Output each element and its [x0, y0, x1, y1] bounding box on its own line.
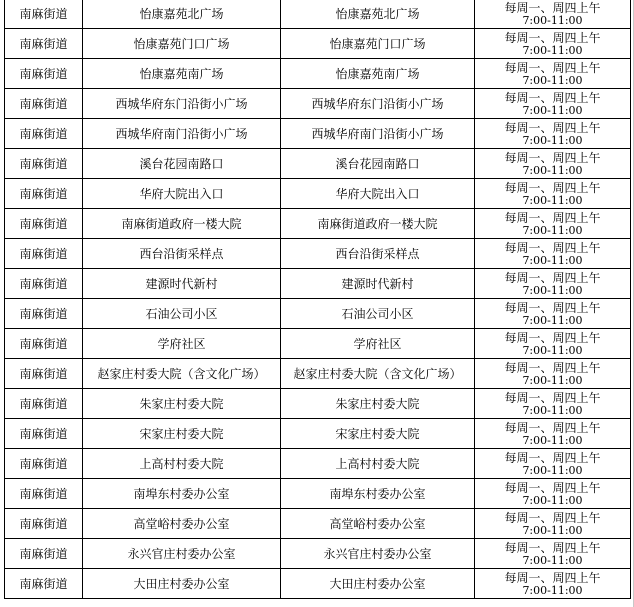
table-row: [5, 359, 631, 389]
street-cell: 南麻街道: [5, 119, 83, 149]
location-cell: 宋家庄村委大院: [281, 419, 475, 449]
site-cell: 西城华府东门沿街小广场: [83, 89, 281, 119]
time-cell: [475, 449, 631, 479]
site-cell: 赵家庄村委大院（含文化广场）: [83, 359, 281, 389]
time-cell: [475, 119, 631, 149]
street-cell: 南麻街道: [5, 269, 83, 299]
location-cell: 南麻街道政府一楼大院: [281, 209, 475, 239]
time-hours: 7:00-11:00: [522, 553, 583, 567]
time-cell: [475, 59, 631, 89]
time-cell: [475, 329, 631, 359]
table-row: [5, 269, 631, 299]
table-row: [5, 479, 631, 509]
time-cell: [475, 419, 631, 449]
location-cell: 溪台花园南路口: [281, 149, 475, 179]
time-hours: 7:00-11:00: [522, 223, 583, 237]
site-cell: 学府社区: [83, 329, 281, 359]
site-cell: 怡康嘉苑南广场: [83, 59, 281, 89]
time-hours: 7:00-11:00: [522, 283, 583, 297]
time-cell: [475, 239, 631, 269]
street-cell: 南麻街道: [5, 509, 83, 539]
location-cell: 怡康嘉苑门口广场: [281, 29, 475, 59]
street-cell: 南麻街道: [5, 59, 83, 89]
time-days: 每周一、周四上午: [504, 270, 601, 285]
time-cell: [475, 569, 631, 599]
time-days: 每周一、周四上午: [504, 240, 601, 255]
location-cell: 西城华府南门沿街小广场: [281, 119, 475, 149]
street-cell: 南麻街道: [5, 89, 83, 119]
time-days: 每周一、周四上午: [504, 120, 601, 135]
street-cell: 南麻街道: [5, 479, 83, 509]
table-row: [5, 209, 631, 239]
street-cell: 南麻街道: [5, 299, 83, 329]
time-hours: 7:00-11:00: [522, 133, 583, 147]
table-row: [5, 239, 631, 269]
site-cell: 上高村村委大院: [83, 449, 281, 479]
location-cell: 怡康嘉苑北广场: [281, 0, 475, 29]
street-cell: 南麻街道: [5, 419, 83, 449]
site-cell: 西城华府南门沿街小广场: [83, 119, 281, 149]
site-cell: 怡康嘉苑北广场: [83, 0, 281, 29]
table-row: [5, 419, 631, 449]
time-days: 每周一、周四上午: [504, 90, 601, 105]
location-cell: 怡康嘉苑南广场: [281, 59, 475, 89]
time-days: 每周一、周四上午: [504, 540, 601, 555]
time-cell: [475, 89, 631, 119]
location-cell: 南埠东村委办公室: [281, 479, 475, 509]
time-hours: 7:00-11:00: [522, 463, 583, 477]
time-days: 每周一、周四上午: [504, 60, 601, 75]
location-cell: 西台沿街采样点: [281, 239, 475, 269]
table-row: [5, 59, 631, 89]
street-cell: 南麻街道: [5, 29, 83, 59]
time-hours: 7:00-11:00: [522, 313, 583, 327]
time-cell: [475, 149, 631, 179]
street-cell: 南麻街道: [5, 569, 83, 599]
location-cell: 朱家庄村委大院: [281, 389, 475, 419]
time-cell: [475, 269, 631, 299]
time-cell: [475, 479, 631, 509]
site-cell: 永兴官庄村委办公室: [83, 539, 281, 569]
time-days: 每周一、周四上午: [504, 420, 601, 435]
time-cell: [475, 299, 631, 329]
sampling-site-table: [4, 0, 631, 599]
location-cell: 大田庄村委办公室: [281, 569, 475, 599]
table-row: [5, 179, 631, 209]
location-cell: 高堂峪村委办公室: [281, 509, 475, 539]
table-row: [5, 119, 631, 149]
street-cell: 南麻街道: [5, 0, 83, 29]
site-cell: 南埠东村委办公室: [83, 479, 281, 509]
site-cell: 高堂峪村委办公室: [83, 509, 281, 539]
time-hours: 7:00-11:00: [522, 583, 583, 597]
site-cell: 南麻街道政府一楼大院: [83, 209, 281, 239]
time-hours: 7:00-11:00: [522, 523, 583, 537]
time-hours: 7:00-11:00: [522, 13, 583, 27]
time-days: 每周一、周四上午: [504, 210, 601, 225]
table-row: [5, 329, 631, 359]
time-days: 每周一、周四上午: [504, 390, 601, 405]
location-cell: 学府社区: [281, 329, 475, 359]
site-cell: 大田庄村委办公室: [83, 569, 281, 599]
street-cell: 南麻街道: [5, 239, 83, 269]
time-hours: 7:00-11:00: [522, 433, 583, 447]
table-row: [5, 539, 631, 569]
time-days: 每周一、周四上午: [504, 570, 601, 585]
site-cell: 宋家庄村委大院: [83, 419, 281, 449]
street-cell: 南麻街道: [5, 209, 83, 239]
site-cell: 华府大院出入口: [83, 179, 281, 209]
location-cell: 石油公司小区: [281, 299, 475, 329]
time-days: 每周一、周四上午: [504, 330, 601, 345]
time-hours: 7:00-11:00: [522, 343, 583, 357]
street-cell: 南麻街道: [5, 389, 83, 419]
table-row: [5, 149, 631, 179]
table-row: [5, 389, 631, 419]
table-row: [5, 29, 631, 59]
time-hours: 7:00-11:00: [522, 193, 583, 207]
location-cell: 上高村村委大院: [281, 449, 475, 479]
time-cell: [475, 539, 631, 569]
street-cell: 南麻街道: [5, 329, 83, 359]
street-cell: 南麻街道: [5, 359, 83, 389]
location-cell: 西城华府东门沿街小广场: [281, 89, 475, 119]
site-cell: 怡康嘉苑门口广场: [83, 29, 281, 59]
street-cell: 南麻街道: [5, 539, 83, 569]
time-cell: [475, 359, 631, 389]
time-days: 每周一、周四上午: [504, 510, 601, 525]
time-days: 每周一、周四上午: [504, 450, 601, 465]
time-cell: [475, 179, 631, 209]
time-days: 每周一、周四上午: [504, 180, 601, 195]
time-cell: [475, 509, 631, 539]
time-days: 每周一、周四上午: [504, 150, 601, 165]
location-cell: 华府大院出入口: [281, 179, 475, 209]
time-cell: [475, 389, 631, 419]
time-days: 每周一、周四上午: [504, 360, 601, 375]
time-cell: [475, 29, 631, 59]
street-cell: 南麻街道: [5, 449, 83, 479]
table-body: [5, 0, 631, 599]
time-hours: 7:00-11:00: [522, 253, 583, 267]
street-cell: 南麻街道: [5, 179, 83, 209]
site-cell: 溪台花园南路口: [83, 149, 281, 179]
table-row: [5, 89, 631, 119]
time-days: 每周一、周四上午: [504, 300, 601, 315]
time-cell: [475, 0, 631, 29]
street-cell: 南麻街道: [5, 149, 83, 179]
site-cell: 西台沿街采样点: [83, 239, 281, 269]
location-cell: 永兴官庄村委办公室: [281, 539, 475, 569]
time-hours: 7:00-11:00: [522, 373, 583, 387]
table-row: [5, 449, 631, 479]
time-days: 每周一、周四上午: [504, 480, 601, 495]
table-row: [5, 569, 631, 599]
table-row: [5, 0, 631, 29]
time-days: 每周一、周四上午: [504, 0, 601, 15]
site-cell: 建源时代新村: [83, 269, 281, 299]
time-hours: 7:00-11:00: [522, 103, 583, 117]
table-row: [5, 299, 631, 329]
time-hours: 7:00-11:00: [522, 163, 583, 177]
site-cell: 朱家庄村委大院: [83, 389, 281, 419]
time-hours: 7:00-11:00: [522, 403, 583, 417]
time-hours: 7:00-11:00: [522, 493, 583, 507]
time-hours: 7:00-11:00: [522, 43, 583, 57]
location-cell: 建源时代新村: [281, 269, 475, 299]
time-cell: [475, 209, 631, 239]
site-cell: 石油公司小区: [83, 299, 281, 329]
location-cell: 赵家庄村委大院（含文化广场）: [281, 359, 475, 389]
time-days: 每周一、周四上午: [504, 30, 601, 45]
table-row: [5, 509, 631, 539]
time-hours: 7:00-11:00: [522, 73, 583, 87]
